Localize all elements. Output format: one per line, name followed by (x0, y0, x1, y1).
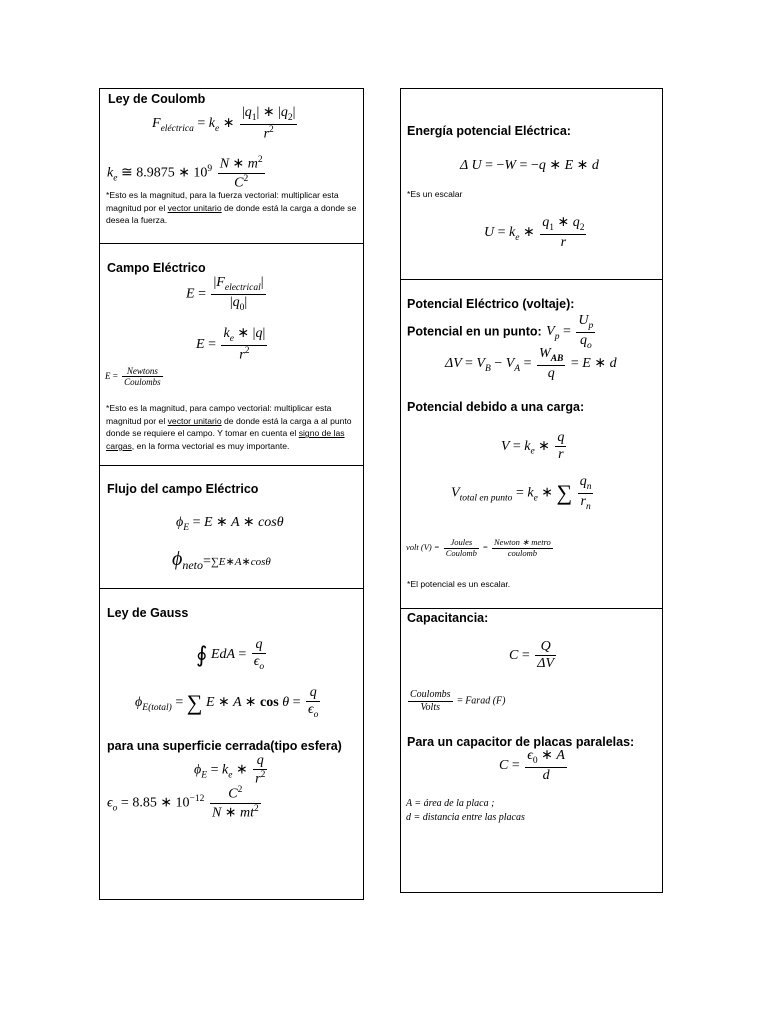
gauss-formula-3: $\phi_E = k_e$ ∗ $\frac{q}{r^2}$ (194, 753, 266, 787)
section-energia (401, 89, 662, 280)
section-potencial (401, 280, 662, 609)
epsilon-constant: $\epsilon_o = 8.85$ ∗ $10^{-12}$ $\frac{C^2}{N ∗ mt^2}$ (107, 785, 259, 821)
def-dist: d = distancia entre las placas (406, 812, 525, 823)
gauss-formula-1: ∮ EdA = $\frac{q}{\epsilon_o}$ (196, 637, 265, 672)
campo-formula-1: E = $\frac{|F_{electrical}|}{|q_0|}$ (186, 275, 264, 313)
def-area: A = área de la placa ; (406, 798, 495, 809)
campo-unit: E = $\frac{\text{Newtons}}{\text{Coulombs}}$ (105, 366, 161, 388)
energia-note: *Es un escalar (407, 189, 463, 199)
flujo-formula-2: $\phi_{neto}=\sum E∗A∗\cos\theta$ (172, 548, 271, 572)
flujo-title: Flujo del campo Eléctrico (107, 482, 259, 496)
coulomb-formula: $F_{eléctrica} = k_e$ ∗ $\frac{|q_1| ∗ |q_2|}{r^2}$ (152, 105, 296, 142)
potencial-formula-2: $V = k_e$ ∗ $\frac{q}{r}$ (501, 430, 565, 463)
potencial-punto: Potencial en un punto: $V_p$ = $\frac{U_p}{q_o}$ (407, 313, 594, 351)
potencial-title: Potencial Eléctrico (voltaje): (407, 297, 575, 311)
gauss-formula-2: $\phi_{E(total)}$ = ∑ E ∗ A ∗ cos θ = $\frac{q}{\epsilon_o}$ (135, 685, 319, 720)
section-coulomb (100, 89, 363, 244)
section-campo (100, 244, 363, 466)
potencial-punto-label: Potencial en un punto: (407, 324, 542, 339)
right-column (400, 88, 663, 893)
section-flujo (100, 466, 363, 589)
flujo-formula-1: $\phi_E = E$ ∗ A ∗ cosθ (176, 515, 284, 533)
ke-constant: $k_e$ ≅ 8.9875 ∗ $10^9$ $\frac{N ∗ m^2}{C^2}$ (107, 155, 263, 191)
potencial-note: *El potencial es un escalar. (407, 579, 511, 589)
potencial-formula-3: $V_{total en punto} = k_e$ ∗ ∑ $\frac{q_n}{r_n}$ (451, 474, 592, 512)
energia-formula-1: Δ U = −W = −q ∗ E ∗ d (460, 158, 599, 173)
energia-title: Energía potencial Eléctrica: (407, 124, 571, 138)
gauss-title: Ley de Gauss (107, 606, 189, 620)
energia-formula-2: $U = k_e$ ∗ $\frac{q_1 ∗ q_2}{r}$ (484, 215, 585, 250)
campo-formula-2: E = $\frac{k_e ∗ |q|}{r^2}$ (196, 326, 266, 363)
capacitancia-formula-1: C = $\frac{Q}{\Delta V}$ (509, 639, 555, 672)
coulomb-title: Ley de Coulomb (108, 92, 206, 106)
section-gauss (100, 589, 363, 901)
section-capacitancia (401, 609, 662, 894)
campo-note: *Esto es la magnitud, para campo vectorial: multiplicar esta magnitud por el vector unitario de donde está la carga a al punto donde se requiere el campo. Y tomar en cuenta el signo de las cargas, en la forma vectorial es muy importante. (106, 403, 352, 451)
left-column (99, 88, 364, 900)
farad-units: $\frac{\text{Coulombs}}{\text{Volts}}$ = Farad (F) (410, 689, 506, 713)
potencial-carga-title: Potencial debido a una carga: (407, 400, 585, 414)
capacitancia-title: Capacitancia: (407, 611, 489, 625)
campo-title: Campo Eléctrico (107, 261, 206, 275)
placas-title: Para un capacitor de placas paralelas: (407, 735, 635, 749)
potencial-formula-1: $\Delta V = V_B - V_A$ = $\frac{W_{AB}}{q}$ = E ∗ d (445, 346, 617, 381)
capacitancia-formula-2: C = $\frac{\epsilon_0 ∗ A}{d}$ (499, 748, 565, 783)
volt-units: volt (V) = $\frac{\text{Joules}}{\text{Coulomb}}$ = $\frac{\text{Newton ∗ metro}}{\text{coulomb}}$ (406, 537, 551, 558)
coulomb-note: *Esto es la magnitud, para la fuerza vectorial: multiplicar esta magnitud por el vector unitario de donde está la carga a donde se desea la fuerza. (106, 190, 357, 226)
gauss-subtitle: para una superficie cerrada(tipo esfera) (107, 739, 342, 753)
